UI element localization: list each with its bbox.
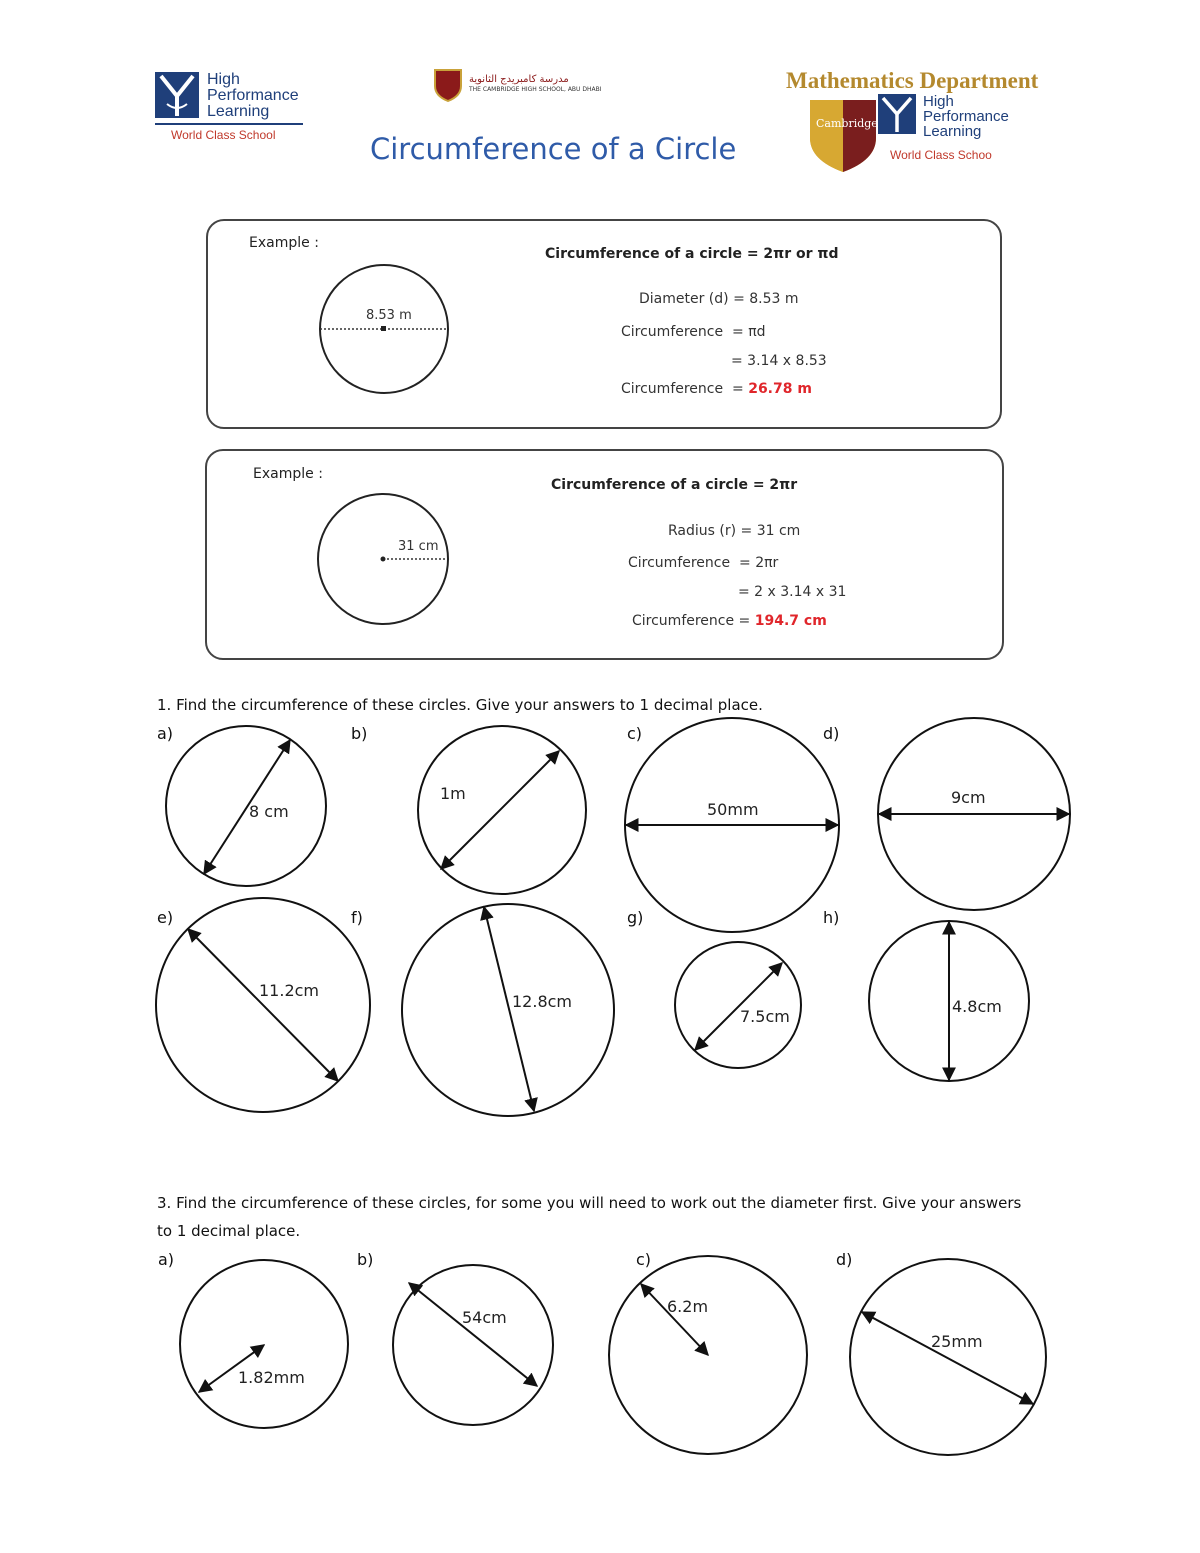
q3-measure-d: 25mm (931, 1332, 983, 1351)
q1-measure-c: 50mm (707, 800, 759, 819)
example1-line3: = 3.14 x 8.53 (731, 353, 827, 369)
q1-circle-c (625, 718, 839, 932)
right-logo-tagline: World Class Schoo (890, 148, 992, 162)
q1-label-h: h) (823, 908, 840, 927)
example2-label: Example : (253, 466, 323, 482)
example2-formula: Circumference of a circle = 2πr (551, 477, 798, 493)
q1-label-d: d) (823, 724, 840, 743)
right-logo-line2: Performance (923, 108, 1009, 125)
example2-line2: Circumference = 2πr (628, 555, 779, 571)
q3-measure-a: 1.82mm (238, 1368, 305, 1387)
q3-label-c: c) (636, 1250, 652, 1269)
example1-formula: Circumference of a circle = 2πr or πd (545, 246, 839, 262)
q3-label-d: d) (836, 1250, 853, 1269)
q1-measure-h: 4.8cm (952, 997, 1002, 1016)
q1-label-g: g) (627, 908, 644, 927)
q1-measure-a: 8 cm (249, 802, 289, 821)
q1-circle-h (869, 921, 1029, 1081)
left-logo-tagline: World Class School (171, 128, 276, 142)
example1-line2: Circumference = πd (621, 324, 766, 340)
right-logo-line1: High (923, 93, 954, 110)
q3-label-b: b) (357, 1250, 374, 1269)
example1-line1: Diameter (d) = 8.53 m (639, 291, 799, 307)
q1-measure-b: 1m (440, 784, 466, 803)
center-logo-english: THE CAMBRIDGE HIGH SCHOOL, ABU DHABI (469, 86, 602, 93)
q1-label-e: e) (157, 908, 174, 927)
question3-text-line1: 3. Find the circumference of these circles, for some you will need to work out the diameter first. Give your answers (157, 1194, 1022, 1212)
q3-measure-c: 6.2m (667, 1297, 709, 1316)
department-name: Mathematics Department (786, 68, 1039, 93)
example2-line4-prefix: Circumference = (632, 613, 755, 629)
left-logo-line1: High (207, 71, 240, 88)
example1-label: Example : (249, 235, 319, 251)
q1-measure-f: 12.8cm (512, 992, 573, 1011)
q1-measure-e: 11.2cm (259, 981, 320, 1000)
question3-text-line2: to 1 decimal place. (157, 1222, 301, 1240)
q1-circle-a (166, 726, 326, 886)
q1-measure-d: 9cm (951, 788, 986, 807)
example2-line1: Radius (r) = 31 cm (668, 523, 801, 539)
center-logo-arabic: مدرسة كامبريدج الثانوية (469, 74, 569, 85)
q3-circle-d (850, 1259, 1046, 1455)
example1-line4-prefix: Circumference = (621, 381, 749, 397)
right-logo-line3: Learning (923, 123, 982, 140)
q3-circle-c (609, 1256, 807, 1454)
q1-circle-f (402, 904, 614, 1116)
q3-measure-b: 54cm (462, 1308, 507, 1327)
left-logo-line2: Performance (207, 87, 299, 104)
page-title: Circumference of a Circle (370, 132, 737, 166)
q1-label-b: b) (351, 724, 368, 743)
left-logo-line3: Learning (207, 103, 270, 120)
q3-label-a: a) (158, 1250, 175, 1269)
q1-circle-g (675, 942, 801, 1068)
shield-text: Cambridge (816, 117, 878, 130)
q3-circle-b (393, 1265, 553, 1425)
q1-label-a: a) (157, 724, 174, 743)
q1-circle-b (418, 726, 586, 894)
q1-measure-g: 7.5cm (740, 1007, 790, 1026)
example2-line3: = 2 x 3.14 x 31 (738, 584, 847, 600)
q3-circle-a (180, 1260, 348, 1428)
question1-text: 1. Find the circumference of these circles. Give your answers to 1 decimal place. (157, 696, 763, 714)
example2-answer: 194.7 cm (754, 613, 827, 629)
q1-label-f: f) (351, 908, 363, 927)
example1-diameter-label: 8.53 m (366, 308, 412, 323)
q1-circle-d (878, 718, 1070, 910)
example1-answer: 26.78 m (748, 381, 812, 397)
q1-label-c: c) (627, 724, 643, 743)
q1-circle-e (156, 898, 370, 1112)
example2-radius-label: 31 cm (398, 539, 439, 554)
